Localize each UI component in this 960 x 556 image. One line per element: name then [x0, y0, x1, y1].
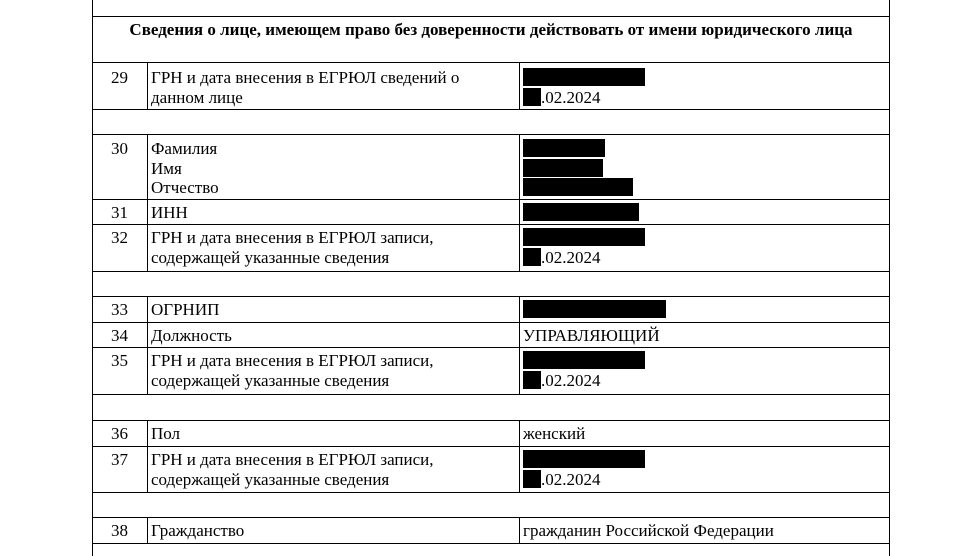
redacted-day [523, 371, 541, 389]
label-line: ГРН и дата внесения в ЕГРЮЛ сведений о [151, 68, 460, 87]
row-number: 34 [111, 326, 128, 345]
label-line: Фамилия [151, 139, 218, 158]
label-line: ГРН и дата внесения в ЕГРЮЛ записи, [151, 450, 434, 469]
rule [519, 517, 520, 543]
row-value: женский [523, 424, 586, 443]
rule [147, 420, 148, 492]
rule [147, 62, 148, 109]
rule [92, 394, 890, 395]
rule [92, 446, 890, 447]
row-number: 38 [111, 521, 128, 540]
rule [92, 517, 890, 518]
redacted-day [523, 248, 541, 266]
row-label: ОГРНИП [151, 300, 220, 319]
rule [92, 134, 890, 135]
row-label [151, 139, 219, 198]
row-number: 35 [111, 351, 128, 370]
rule [92, 492, 890, 493]
row-value [523, 300, 666, 320]
date-suffix: .02.2024 [541, 370, 601, 390]
rule [92, 109, 890, 110]
rule [92, 543, 890, 544]
redacted-patronymic [523, 178, 633, 196]
label-line: содержащей указанные сведения [151, 370, 390, 390]
rule [92, 322, 890, 323]
row-number: 33 [111, 300, 128, 319]
redacted-day [523, 470, 541, 488]
label-line: данном лице [151, 87, 243, 107]
row-label: Гражданство [151, 521, 245, 540]
redacted-name [523, 159, 603, 177]
row-label [151, 228, 433, 267]
table-border-right [889, 0, 890, 556]
row-value: УПРАВЛЯЮЩИЙ [523, 326, 660, 345]
row-value [523, 68, 645, 107]
label-line: Имя [151, 158, 182, 178]
row-number: 31 [111, 203, 128, 222]
row-number: 36 [111, 424, 128, 443]
row-number: 32 [111, 228, 128, 247]
row-value [523, 450, 645, 489]
rule [92, 62, 890, 63]
label-line: ГРН и дата внесения в ЕГРЮЛ записи, [151, 351, 434, 370]
date-suffix: .02.2024 [541, 87, 601, 107]
rule [92, 224, 890, 225]
redacted-surname [523, 139, 605, 157]
row-label [151, 68, 459, 107]
row-label: Пол [151, 424, 181, 443]
row-label [151, 450, 433, 489]
rule [92, 271, 890, 272]
redacted-grn [523, 450, 645, 468]
row-value [523, 203, 639, 223]
label-line: Отчество [151, 178, 219, 197]
redacted-day [523, 88, 541, 106]
rule [519, 420, 520, 492]
egrul-extract-table [92, 0, 890, 556]
redacted-grn [523, 68, 645, 86]
row-value [523, 228, 645, 267]
redacted-inn [523, 203, 639, 221]
label-line: содержащей указанные сведения [151, 469, 390, 489]
rule [92, 199, 890, 200]
rule [519, 296, 520, 394]
row-label [151, 351, 433, 390]
label-line: ГРН и дата внесения в ЕГРЮЛ записи, [151, 228, 434, 247]
rule [92, 420, 890, 421]
row-value [523, 139, 633, 198]
row-number: 29 [111, 68, 128, 87]
rule [92, 296, 890, 297]
row-value [523, 351, 645, 390]
date-suffix: .02.2024 [541, 469, 601, 489]
row-number: 30 [111, 139, 128, 158]
date-suffix: .02.2024 [541, 247, 601, 267]
row-number: 37 [111, 450, 128, 469]
redacted-grn [523, 351, 645, 369]
redacted-grn [523, 228, 645, 246]
rule [519, 134, 520, 271]
rule [92, 347, 890, 348]
rule [519, 62, 520, 109]
row-label: ИНН [151, 203, 188, 222]
row-label: Должность [151, 326, 232, 345]
rule [147, 296, 148, 394]
label-line: содержащей указанные сведения [151, 247, 390, 267]
rule [147, 134, 148, 271]
section-header: Сведения о лице, имеющем право без доверенности действовать от имени юридического лица [129, 20, 853, 39]
redacted-ogrnip [523, 300, 666, 318]
rule [147, 517, 148, 543]
rule [92, 16, 890, 17]
row-value: гражданин Российской Федерации [523, 521, 774, 540]
